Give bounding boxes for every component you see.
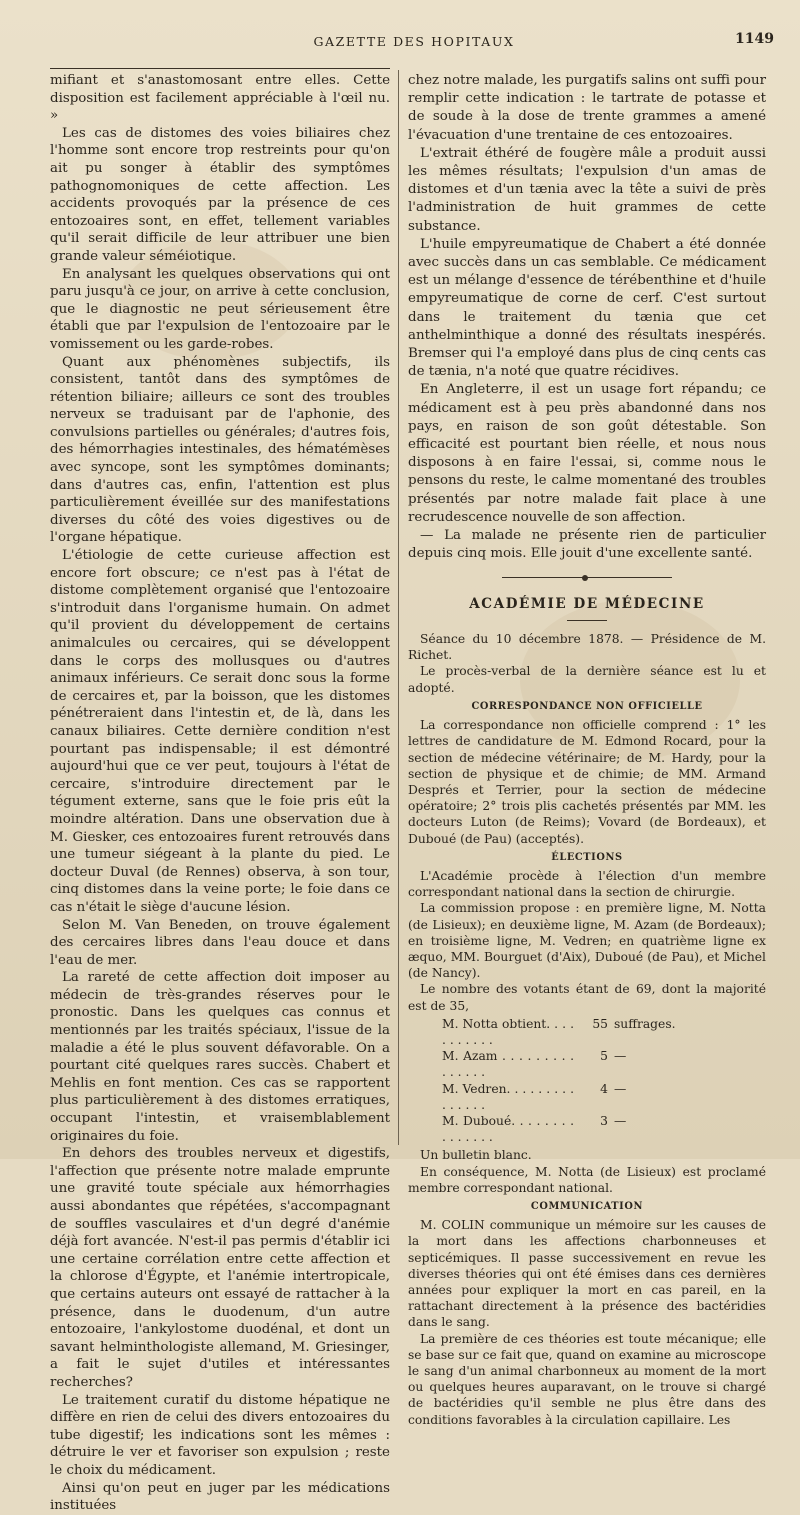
paragraph: L'extrait éthéré de fougère mâle a produit aussi les mêmes résultats; l'expulsion d'un amas de distomes et d'un tænia avec la tête a suivi de près l'administration de huit grammes de cette substance. (408, 145, 766, 234)
candidate-name: M. Vedren. . . . . . . . . . . . . . . (442, 1081, 574, 1112)
paragraph: La commission propose : en première ligne, M. Notta (de Lisieux); en deuxième ligne, M. Azam (de Bordeaux); en troisième ligne, M. Vedren; en quatrième ligne ex æquo, MM. Bourguet (d'Aix), Duboué (de Pau), et Michel (de Nancy). (408, 901, 766, 981)
right-column (408, 72, 766, 1428)
paragraph: M. COLIN communique un mémoire sur les causes de la mort dans les affections charbonneuses et septicémiques. Il passe successivement en revue les diverses théories qui ont été émises dans ces dernières années pour expliquer la mort en cas pareil, en la rattachant directement à la présence des bactéridies dans le sang. (408, 1218, 766, 1330)
page-number: 1149 (735, 31, 774, 47)
paragraph: L'huile empyreumatique de Chabert a été donnée avec succès dans un cas semblable. Ce médicament est un mélange d'essence de térébenthine et d'huile empyreumatique de corne de cerf. C'est surtout dans le traitement du tænia que cet anthelminthique a donné des résultats inespérés. Bremser qui l'a employé dans plus de cinq cents cas de tænia, n'a noté que quatre récidives. (408, 236, 766, 380)
header-rule (50, 68, 390, 69)
paragraph: L'étiologie de cette curieuse affection est encore fort obscure; ce n'est pas à l'état de distome complètement organisé que l'entozoaire s'introduit dans l'organisme humain. On admet qu'il provient du développement de certains animalcules ou cercaires, qui se développent dans le corps des mollusques ou d'autres animaux inférieurs. Ce serait donc sous la forme de cercaires et, par la boisson, que les distomes pénétreraient dans l'intestin et, de là, dans les canaux biliaires. Cette dernière condition n'est pourtant pas indispensable; il est démontré aujourd'hui que ce ver peut, toujours à l'état de cercaire, s'introduire directement par le tégument externe, sans que le foie pris eût la moindre altération. Dans une observation due à M. Giesker, ces entozoaires furent retrouvés dans une tumeur siégeant à la plante du pied. Le docteur Duval (de Rennes) observa, à son tour, cinq distomes dans la veine porte; le foie dans ce cas n'était le siège d'aucune lésion. (50, 548, 390, 915)
vote-count: 55 (592, 1016, 608, 1031)
vote-count: 3 (600, 1113, 608, 1128)
paragraph: Le nombre des votants étant de 69, dont la majorité est de 35, (408, 982, 766, 1013)
vote-row (442, 1048, 682, 1080)
title-rule (567, 620, 607, 621)
paragraph: mifiant et s'anastomosant entre elles. Cette disposition est facilement appréciable à l'œil nu. » (50, 73, 390, 124)
paragraph: En conséquence, M. Notta (de Lisieux) est proclamé membre correspondant national. (408, 1164, 766, 1195)
vote-unit: — (614, 1081, 627, 1096)
page-header (50, 30, 778, 54)
vote-unit: suffrages. (614, 1016, 676, 1031)
paragraph: Selon M. Van Beneden, on trouve également des cercaires libres dans l'eau douce et dans l'eau de mer. (50, 917, 390, 968)
bulletin-line: Un bulletin blanc. (420, 1148, 532, 1163)
paragraph: chez notre malade, les purgatifs salins ont suffi pour remplir cette indication : le tartrate de potasse et de soude à la dose de trente grammes a amené l'évacuation d'une trentaine de ces entozoaires. (408, 73, 766, 143)
candidate-name: M. Duboué. . . . . . . . . . . . . . . (442, 1113, 574, 1145)
column-divider (398, 70, 399, 1145)
vote-unit: — (614, 1113, 627, 1128)
vote-row (442, 1113, 682, 1145)
vote-unit: — (614, 1049, 627, 1064)
correspondance-heading: CORRESPONDANCE NON OFFICIELLE (471, 700, 703, 712)
paragraph: Ainsi qu'on peut en juger par les médications instituées (50, 1480, 390, 1514)
vote-row (442, 1081, 682, 1113)
paragraph: La rareté de cette affection doit imposer au médecin de très-grandes réserves pour le pronostic. Dans les quelques cas connus et mentionnés par les traités spéciaux, l'issue de la maladie a été le plus souvent défavorable. On a pourtant cité quelques rares succès. Chabert et Mehlis en font mention. Ces cas se rapportent plus particulièrement à des distomes erratiques, occupant l'intestin, et vraisemblablement originaires du foie. (50, 970, 390, 1144)
elections-heading: ÉLECTIONS (551, 851, 623, 863)
paragraph: — La malade ne présente rien de particulier depuis cinq mois. Elle jouit d'une excellente santé. (408, 528, 766, 562)
paragraph: Quant aux phénomènes subjectifs, ils consistent, tantôt dans des symptômes de rétention biliaire; ailleurs ce sont des troubles nerveux se traduisant par de l'aphonie, des convulsions partielles ou générales; d'autres fois, des hémorrhagies intestinales, des hématémèses avec syncope, sont les symptômes dominants; dans d'autres cas, enfin, l'attention est plus particulièrement éveillée sur des manifestations diverses du côté des voies digestives ou de l'organe hépatique. (50, 354, 390, 546)
vote-count: 5 (600, 1049, 608, 1064)
communication-heading: COMMUNICATION (530, 1200, 644, 1212)
paragraph: Les cas de distomes des voies biliaires chez l'homme sont encore trop restreints pour qu'on ait pu songer à établir des symptômes pathognomoniques de cette affection. Les accidents provoqués par la présence de ces entozoaires sont, en effet, tellement variables qu'il serait difficile de leur attribuer une bien grande valeur séméiotique. (50, 125, 390, 264)
paragraph: En dehors des troubles nerveux et digestifs, l'affection que présente notre malade emprunte une gravité toute spéciale aux hémorrhagies aussi abondantes que répétées, s'accompagnant de souffles vasculaires et d'un degré d'anémie déjà fort avancée. N'est-il pas permis d'établir ici une certaine corrélation entre cette affection et la chlorose d'Égypte, et l'anémie intertropicale, que certains auteurs ont essayé de rattacher à la présence, dans le duodenum, d'un autre entozoaire, l'ankylostome duodénal, et dont un savant helminthologiste allemand, M. Griesinger, a fait le sujet d'utiles et intéressantes recherches? (50, 1146, 390, 1390)
session-line: Séance du 10 décembre 1878. — Présidence de M. Richet. (408, 632, 766, 663)
paragraph: La première de ces théories est toute mécanique; elle se base sur ce fait que, quand on examine au microscope le sang d'un animal charbonneux au moment de la mort ou quelques heures auparavant, on le trouve si chargé de bactéridies qu'il semble ne plus être dans des conditions favorables à la circulation capillaire. Les (408, 1331, 766, 1427)
paragraph: En Angleterre, il est un usage fort répandu; ce médicament est à peu près abandonné dans nos pays, en raison de son goût détestable. Son efficacité est pourtant bien réelle, et nous nous disposons à en faire l'essai, si, comme nous le pensons du reste, le calme momentané des troubles présentés par notre malade fait place à une recrudescence nouvelle de son affection. (408, 382, 766, 525)
left-column (50, 72, 390, 1515)
candidate-name: M. Notta obtient. . . . . . . . . . . (442, 1016, 574, 1047)
treatment-section (408, 72, 766, 563)
proces-verbal: Le procès-verbal de la dernière séance est lu et adopté. (408, 664, 766, 695)
paragraph: En analysant les quelques observations qui ont paru jusqu'à ce jour, on arrive à cette conclusion, que le diagnostic ne peut sérieusement être établi que par l'expulsion de l'entozoaire par le vomissement ou les garde-robes. (50, 266, 390, 352)
academie-section (408, 631, 766, 1428)
section-separator (502, 577, 672, 578)
paragraph: L'Académie procède à l'élection d'un membre correspondant national dans la section de chirurgie. (408, 868, 766, 900)
vote-count: 4 (600, 1081, 608, 1096)
vote-row (442, 1016, 682, 1048)
candidate-name: M. Azam . . . . . . . . . . . . . . . (442, 1049, 574, 1080)
separator-ornament (582, 575, 588, 581)
section-title: ACADÉMIE DE MÉDECINE (469, 596, 705, 613)
paragraph: La correspondance non officielle comprend : 1° les lettres de candidature de M. Edmond Rocard, pour la section de médecine vétérinaire; de M. Hardy, pour la section de physique et de chimie; de MM. Armand Després et Terrier, pour la section de médecine opératoire; 2° trois plis cachetés présentés par MM. les docteurs Luton (de Reims); Vovard (de Bordeaux), et Duboué (de Pau) (acceptés). (408, 718, 766, 846)
vote-results (442, 1016, 766, 1146)
paragraph: Le traitement curatif du distome hépatique ne diffère en rien de celui des divers entozoaires du tube digestif; les indications sont les mêmes : détruire le ver et favoriser son expulsion ; reste le choix du médicament. (50, 1392, 390, 1478)
journal-title: GAZETTE DES HOPITAUX (313, 34, 515, 49)
